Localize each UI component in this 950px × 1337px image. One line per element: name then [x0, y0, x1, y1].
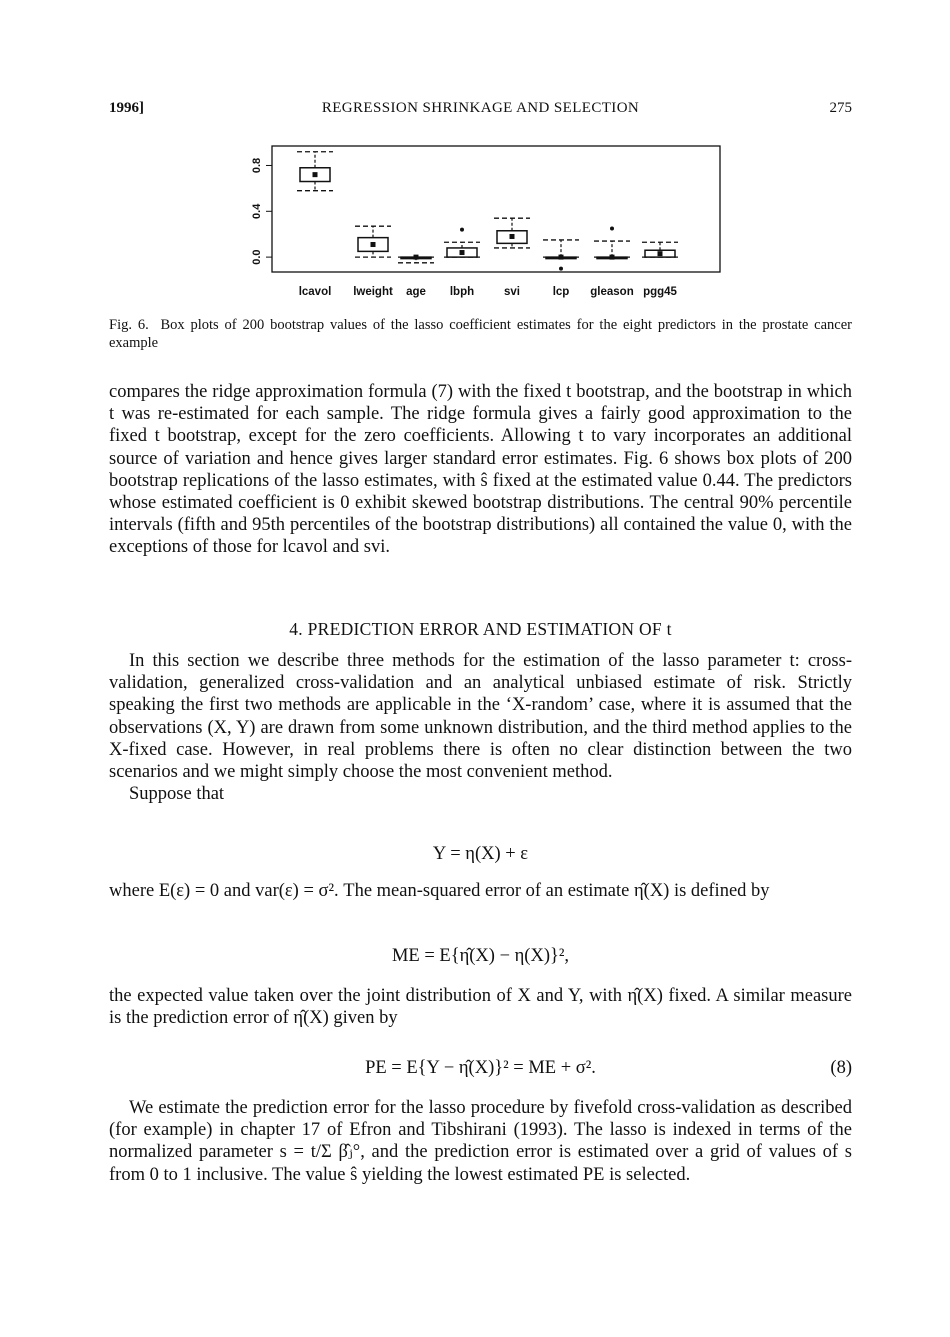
paragraph-4-text: where E(ε) = 0 and var(ε) = σ². The mean-squared error of an estimate η̂(X) is defined by [109, 881, 770, 901]
median-mark [313, 172, 318, 177]
x-tick-label: lweight [353, 286, 393, 298]
x-tick-label: age [406, 286, 426, 298]
paragraph-2 [109, 650, 852, 805]
median-mark [371, 242, 376, 247]
caption-label: Fig. 6. [109, 317, 149, 333]
median-mark [460, 250, 465, 255]
paragraph-6-text: We estimate the prediction error for the lasso procedure by fivefold cross-validation as described (for example) in chapter 17 of Efron and Tibshirani (1993). The lasso is indexed in terms of the normalized parameter s = t/Σ β̂ⱼ°, and the prediction error is estimated over a grid of values of s from 0 to 1 inclusive. The value ŝ yielding the lowest estimated PE is selected. [109, 1098, 852, 1185]
paragraph-1-text: compares the ridge approximation formula (7) with the fixed t bootstrap, and the bootstrap in which t was re-estimated for each sample. The ridge formula gives a fairly good approximation to the fixed t bootstrap, except for the zero coefficients. Allowing t to vary incorporates an additional source of variation and hence gives larger standard error estimates. Fig. 6 shows box plots of 200 bootstrap replications of the lasso estimates, with ŝ fixed at the estimated value 0.44. The predictors whose estimated coefficient is 0 exhibit skewed bootstrap distributions. The central 90% percentile intervals (fifth and 95th percentiles of the bootstrap distributions) all contained the value 0, with the exceptions of those for lcavol and svi. [109, 382, 852, 558]
caption-text: Box plots of 200 bootstrap values of the lasso coefficient estimates for the eight predictors in the prostate cancer example [109, 317, 853, 351]
box-lcavol [297, 152, 333, 191]
box-svi [494, 218, 530, 248]
box-group [297, 152, 678, 271]
outlier-point [460, 228, 464, 232]
equation-2: ME = E{η̂(X) − η(X)}², [391, 946, 570, 966]
outlier-point [559, 267, 563, 271]
equation-3: PE = E{Y − η̂(X)}² = ME + σ². [365, 1058, 596, 1078]
paragraph-3-text: Suppose that [129, 784, 225, 805]
x-axis-labels [299, 286, 678, 298]
box-lbph [444, 228, 480, 257]
y-tick-label: 0.0 [251, 249, 263, 265]
paragraph-2-text: In this section we describe three methods for the estimation of the lasso parameter t: cross-validation, generalized cross-validation and an analytical unbiased estimate of risk. Strictly speaking the first two methods are applicable in the ‘X-random’ case, where it is assumed that the observations (X, Y) are drawn from some unknown distribution, and the third method applies to the X-fixed case. However, in real problems there is often no clear distinction between the two scenarios and we might simply choose the most convenient method. [109, 651, 852, 783]
paragraph-1 [109, 381, 852, 559]
paragraph-5 [109, 985, 852, 1029]
page-number: 275 [829, 100, 852, 116]
header-title: REGRESSION SHRINKAGE AND SELECTION [321, 100, 640, 116]
paragraph-6 [109, 1097, 852, 1186]
median-mark [559, 255, 564, 260]
median-mark [414, 255, 419, 260]
figure-caption [109, 316, 852, 352]
running-header [109, 100, 852, 124]
box-lweight [355, 226, 391, 257]
x-tick-label: lcavol [298, 286, 332, 298]
y-axis [251, 158, 272, 265]
median-mark [610, 255, 615, 260]
x-tick-label: lbph [449, 286, 475, 298]
paragraph-4 [109, 880, 852, 902]
median-mark [510, 234, 515, 239]
equation-1: Y = η(X) + ε [432, 844, 529, 864]
equation-3-number: (8) [830, 1058, 852, 1078]
x-tick-label: lcp [552, 286, 570, 298]
y-tick-label: 0.4 [251, 203, 263, 219]
y-tick-label: 0.8 [251, 157, 263, 174]
header-year: 1996] [109, 100, 144, 116]
box-lcp [543, 240, 579, 271]
paragraph-5-text: the expected value taken over the joint distribution of X and Y, with η̂(X) fixed. A similar measure is the prediction error of η̂(X) given by [109, 986, 852, 1029]
box-gleason [594, 226, 630, 259]
box-pgg45 [642, 242, 678, 257]
box-age [398, 255, 434, 263]
x-tick-label: gleason [590, 286, 634, 298]
section-heading: 4. PREDICTION ERROR AND ESTIMATION OF t [289, 619, 672, 639]
x-tick-label: pgg45 [643, 286, 677, 298]
outlier-point [610, 226, 614, 230]
box-plot-figure [230, 130, 730, 305]
median-mark [658, 251, 663, 256]
x-tick-label: svi [504, 286, 520, 298]
